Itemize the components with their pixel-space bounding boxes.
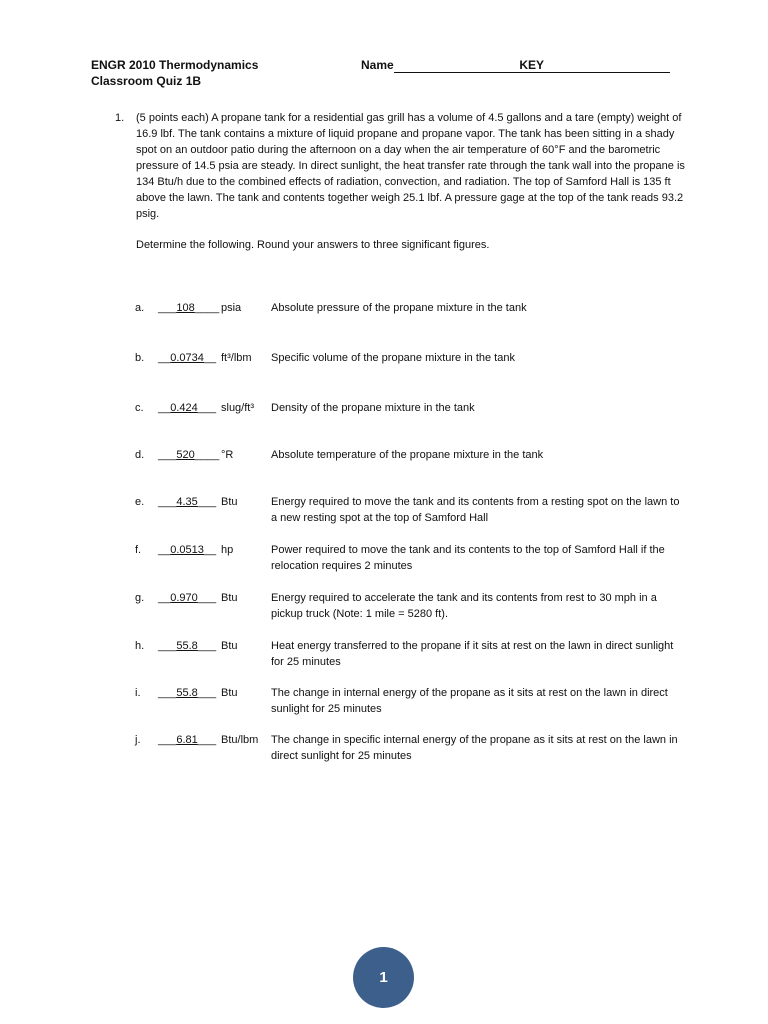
question-text [136, 110, 686, 222]
question-number: 1. [115, 112, 125, 124]
answer-blank: __0.0734__ [158, 352, 217, 364]
question-body: (5 points each) A propane tank for a residential gas grill has a volume of 4.5 gallons and a tare (empty) weight of 16.9 lbf. The tank contains a mixture of liquid propane and propane vapor. The tank has been sitting in a shady spot on an outdoor patio during the afternoon on a day when the air temperature of 60°F and the barometric pressure of 14.5 psia are steady. In direct sunlight, the heat transfer rate through the tank wall into the propane is 134 Btu/h due to the combined effects of radiation, convection, and radiation. The top of Samford Hall is 135 ft above the lawn. The tank and contents together weigh 25.1 lbf. A pressure gage at the top of the tank reads 93.2 psig. [136, 112, 685, 220]
answer-blank: __0.0513__ [158, 544, 217, 556]
answer-unit: Btu [221, 496, 238, 508]
answer-unit: ft³/lbm [221, 352, 252, 364]
answer-value: 0.0513 [170, 544, 204, 556]
page-number-badge [353, 947, 414, 1008]
answer-blank: ___55.8___ [158, 687, 217, 699]
name-line [361, 57, 670, 73]
answer-value: 0.424 [170, 402, 198, 414]
answer-value: 0.0734 [170, 352, 204, 364]
answer-letter: d. [135, 449, 145, 461]
answer-description: Heat energy transferred to the propane if it sits at rest on the lawn in direct sunlight for 25 minutes [271, 640, 674, 668]
answer-letter: e. [135, 496, 145, 508]
answer-description: Density of the propane mixture in the tank [271, 402, 475, 414]
answer-description: Absolute temperature of the propane mixture in the tank [271, 449, 544, 461]
quiz-title: Classroom Quiz 1B [91, 74, 202, 88]
name-label: Name [361, 58, 394, 72]
answer-description: Absolute pressure of the propane mixture in the tank [271, 302, 527, 314]
answer-unit: hp [221, 544, 234, 556]
answer-description: The change in internal energy of the propane as it sits at rest on the lawn in direct sunlight for 25 minutes [271, 687, 668, 715]
answer-unit: Btu [221, 640, 238, 652]
answer-letter: h. [135, 640, 145, 652]
answer-description: Energy required to accelerate the tank and its contents from rest to 30 mph in a pickup truck (Note: 1 mile = 5280 ft). [271, 592, 657, 620]
page-number: 1 [379, 969, 388, 986]
answer-value: 108 [176, 302, 195, 314]
answer-description: Specific volume of the propane mixture in the tank [271, 352, 515, 364]
answer-description: Energy required to move the tank and its contents from a resting spot on the lawn to a new resting spot at the top of Samford Hall [271, 496, 680, 524]
answer-unit: °R [221, 449, 234, 461]
answer-letter: i. [135, 687, 141, 699]
answer-letter: a. [135, 302, 145, 314]
answer-value: 55.8 [176, 640, 198, 652]
answer-letter: j. [135, 734, 141, 746]
answer-unit: Btu/lbm [221, 734, 259, 746]
answer-blank: ___6.81___ [158, 734, 217, 746]
answer-value: 4.35 [176, 496, 198, 508]
answer-letter: c. [135, 402, 144, 414]
course-title: ENGR 2010 Thermodynamics [91, 58, 259, 72]
instruction-text: Determine the following. Round your answers to three significant figures. [136, 239, 490, 251]
name-value: KEY [394, 59, 670, 73]
answer-unit: psia [221, 302, 242, 314]
answer-description: The change in specific internal energy of the propane as it sits at rest on the lawn in direct sunlight for 25 minutes [271, 734, 678, 762]
answer-blank: __0.970___ [158, 592, 217, 604]
answer-letter: g. [135, 592, 145, 604]
answer-value: 55.8 [176, 687, 198, 699]
answer-unit: Btu [221, 592, 238, 604]
answer-value: 6.81 [176, 734, 198, 746]
answer-blank: ___520____ [158, 449, 220, 461]
answer-blank: ___108____ [158, 302, 220, 314]
answer-letter: b. [135, 352, 145, 364]
answer-unit: slug/ft³ [221, 402, 255, 414]
answer-blank: __0.424___ [158, 402, 217, 414]
course-header [91, 57, 258, 89]
answer-blank: ___55.8___ [158, 640, 217, 652]
answer-value: 520 [176, 449, 195, 461]
answer-letter: f. [135, 544, 142, 556]
answer-value: 0.970 [170, 592, 198, 604]
answer-unit: Btu [221, 687, 238, 699]
answer-description: Power required to move the tank and its contents to the top of Samford Hall if the relocation requires 2 minutes [271, 544, 665, 572]
answer-blank: ___4.35___ [158, 496, 217, 508]
